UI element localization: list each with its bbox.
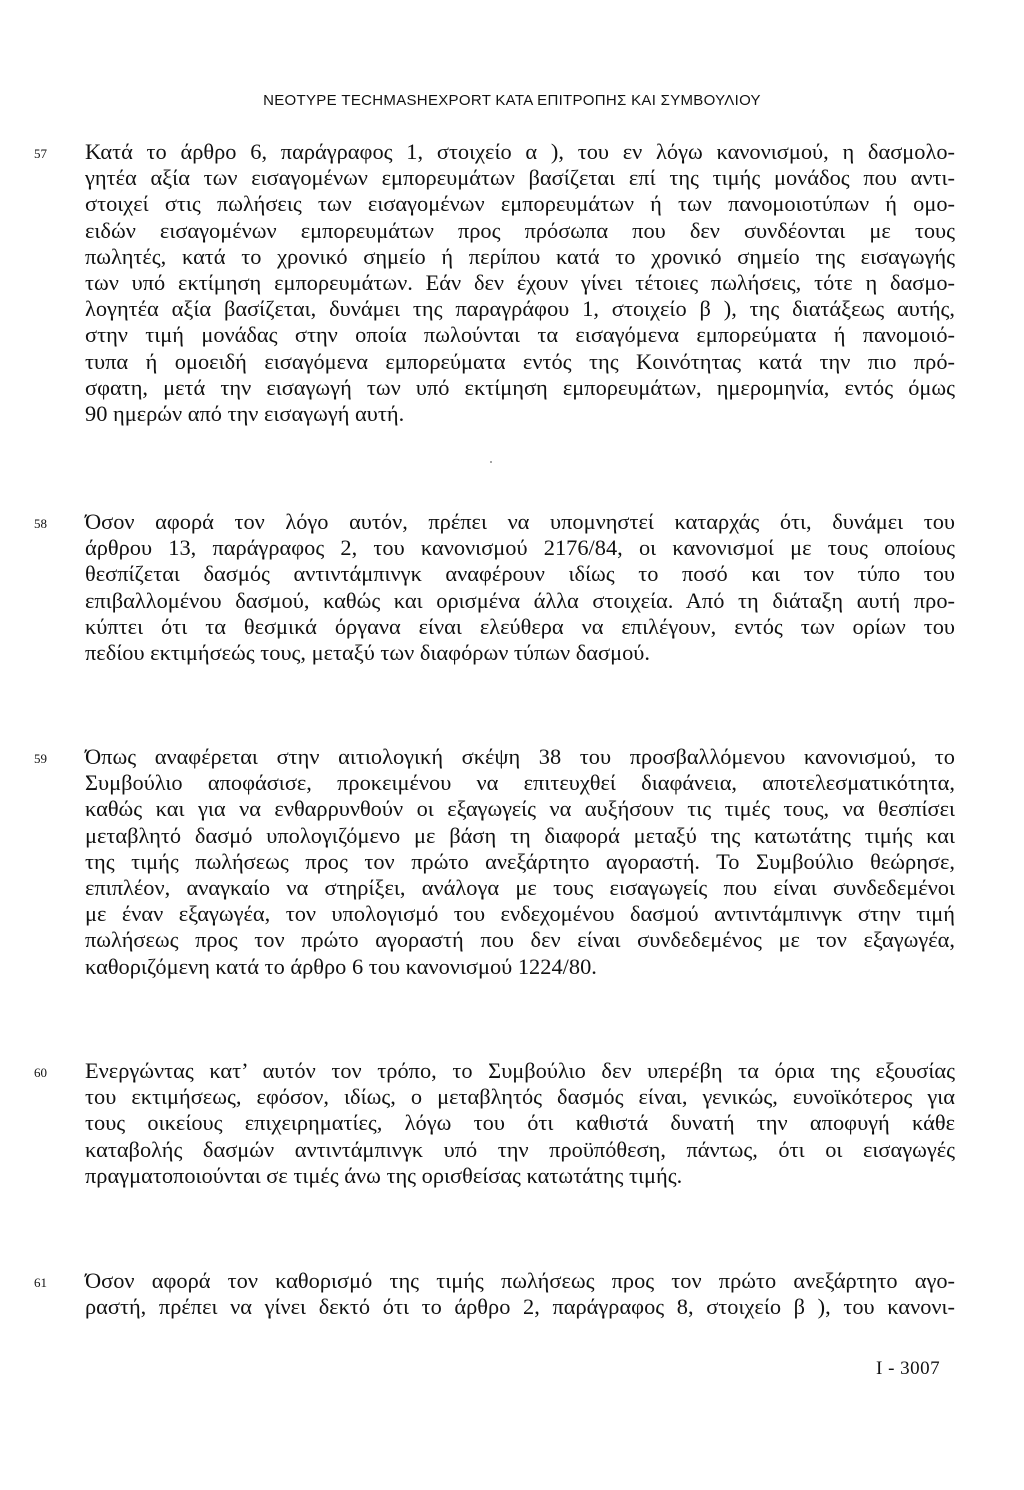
scan-speck — [490, 461, 492, 463]
text-line: ραστή, πρέπει να γίνει δεκτό ότι το άρθρο 2, παράγραφος 8, στοιχείο β ), του κανονι- — [85, 1294, 955, 1320]
text-line: του εκτιμήσεως, εφόσον, ιδίως, ο μεταβλητός δασμός είναι, γενικώς, ευνοϊκότερος για — [85, 1084, 955, 1110]
text-line: πωλήσεως προς τον πρώτο αγοραστή που δεν είναι συνδεδεμένος με τον εξαγωγέα, — [85, 927, 955, 953]
text-line: λογητέα αξία βασίζεται, δυνάμει της παραγράφου 1, στοιχείο β ), της διατάξεως αυτής, — [85, 296, 955, 322]
text-line: σφατη, μετά την εισαγωγή των υπό εκτίμηση εμπορευμάτων, ημερομηνία, εντός όμως — [85, 374, 955, 400]
running-header: ΝΕΟΤΥΡΕ TECHMASHEXPORT ΚΑΤΑ ΕΠΙΤΡΟΠΗΣ ΚΑΙ ΣΥΜΒΟΥΛΙΟΥ — [263, 92, 761, 109]
text-line: Όπως αναφέρεται στην αιτιολογική σκέψη 38 του προσβαλλόμενου κανονισμού, το — [85, 744, 955, 769]
text-line: Όσον αφορά τον λόγο αυτόν, πρέπει να υπομνηστεί καταρχάς ότι, δυνάμει του — [85, 509, 955, 534]
text-line: καθοριζόμενη κατά το άρθρο 6 του κανονισμού 1224/80. — [85, 953, 597, 979]
text-line: άρθρου 13, παράγραφος 2, του κανονισμού 2176/84, οι κανονισμοί με τους οποίους — [85, 535, 955, 561]
paragraph-58 — [34, 509, 955, 666]
text-line: πεδίου εκτιμήσεώς τους, μεταξύ των διαφόρων τύπων δασμού. — [85, 639, 650, 665]
text-line: Κατά το άρθρο 6, παράγραφος 1, στοιχείο α ), του εν λόγω κανονισμού, η δασμολο- — [85, 139, 955, 164]
paragraph-number: 58 — [34, 516, 47, 531]
text-line: Ενεργώντας κατ’ αυτόν τον τρόπο, το Συμβούλιο δεν υπερέβη τα όρια της εξουσίας — [85, 1058, 955, 1083]
paragraph-number: 60 — [34, 1065, 47, 1080]
text-line: 90 ημερών από την εισαγωγή αυτή. — [85, 400, 405, 426]
text-line: Όσον αφορά τον καθορισμό της τιμής πωλήσεως προς τον πρώτο ανεξάρτητο αγο- — [85, 1268, 955, 1293]
text-line: καθώς και για να ενθαρρυνθούν οι εξαγωγείς να αυξήσουν τις τιμές τους, να θεσπίσει — [85, 796, 955, 822]
paragraph-number: 59 — [34, 751, 47, 766]
paragraph-59 — [34, 744, 955, 980]
text-line: επιπλέον, αναγκαίο να στηρίξει, ανάλογα με τους εισαγωγείς που είναι συνδεδεμένοι — [85, 874, 955, 900]
text-line: στην τιμή μονάδας στην οποία πωλούνται τα εισαγόμενα εμπορεύματα ή πανομοιό- — [85, 322, 955, 348]
paragraph-number: 57 — [34, 146, 47, 161]
text-line: τους οικείους επιχειρηματίες, λόγω του ότι καθιστά δυνατή την αποφυγή κάθε — [85, 1110, 955, 1136]
text-line: Συμβούλιο αποφάσισε, προκειμένου να επιτευχθεί διαφάνεια, αποτελεσματικότητα, — [85, 770, 955, 796]
page-number: I - 3007 — [876, 1358, 941, 1379]
text-line: πωλητές, κατά το χρονικό σημείο ή περίπου κατά το χρονικό σημείο της εισαγωγής — [85, 243, 955, 269]
paragraph-60 — [34, 1058, 955, 1189]
text-line: της τιμής πωλήσεως προς τον πρώτο ανεξάρτητο αγοραστή. Το Συμβούλιο θεώρησε, — [85, 848, 955, 874]
text-line: κύπτει ότι τα θεσμικά όργανα είναι ελεύθερα να επιλέγουν, εντός των ορίων του — [85, 613, 955, 639]
paragraph-number: 61 — [34, 1275, 47, 1290]
text-line: γητέα αξία των εισαγομένων εμπορευμάτων βασίζεται επί της τιμής μονάδος που αντι- — [85, 165, 955, 191]
text-line: επιβαλλομένου δασμού, καθώς και ορισμένα άλλα στοιχεία. Από τη διάταξη αυτή προ- — [85, 587, 955, 613]
text-line: με έναν εξαγωγέα, τον υπολογισμό του ενδεχομένου δασμού αντιντάμπινγκ στην τιμή — [85, 901, 955, 927]
text-line: μεταβλητό δασμό υπολογιζόμενο με βάση τη διαφορά μεταξύ της κατωτάτης τιμής και — [85, 822, 955, 848]
text-line: θεσπίζεται δασμός αντιντάμπινγκ αναφέρουν ιδίως το ποσό και τον τύπο του — [85, 561, 955, 587]
paragraph-57 — [34, 139, 955, 427]
text-line: των υπό εκτίμηση εμπορευμάτων. Εάν δεν έχουν γίνει τέτοιες πωλήσεις, τότε η δασμο- — [85, 269, 955, 295]
paragraph-61 — [34, 1268, 955, 1320]
text-line: στοιχεί στις πωλήσεις των εισαγομένων εμπορευμάτων ή των πανομοιοτύπων ή ομο- — [85, 191, 955, 217]
text-line: ειδών εισαγομένων εμπορευμάτων προς πρόσωπα που δεν συνδέονται με τους — [85, 217, 955, 243]
text-line: τυπα ή ομοειδή εισαγόμενα εμπορεύματα εντός της Κοινότητας κατά την πιο πρό- — [85, 348, 955, 374]
text-line: καταβολής δασμών αντιντάμπινγκ υπό την προϋπόθεση, πάντως, ότι οι εισαγωγές — [85, 1136, 955, 1162]
text-line: πραγματοποιούνται σε τιμές άνω της ορισθείσας κατωτάτης τιμής. — [85, 1162, 683, 1188]
